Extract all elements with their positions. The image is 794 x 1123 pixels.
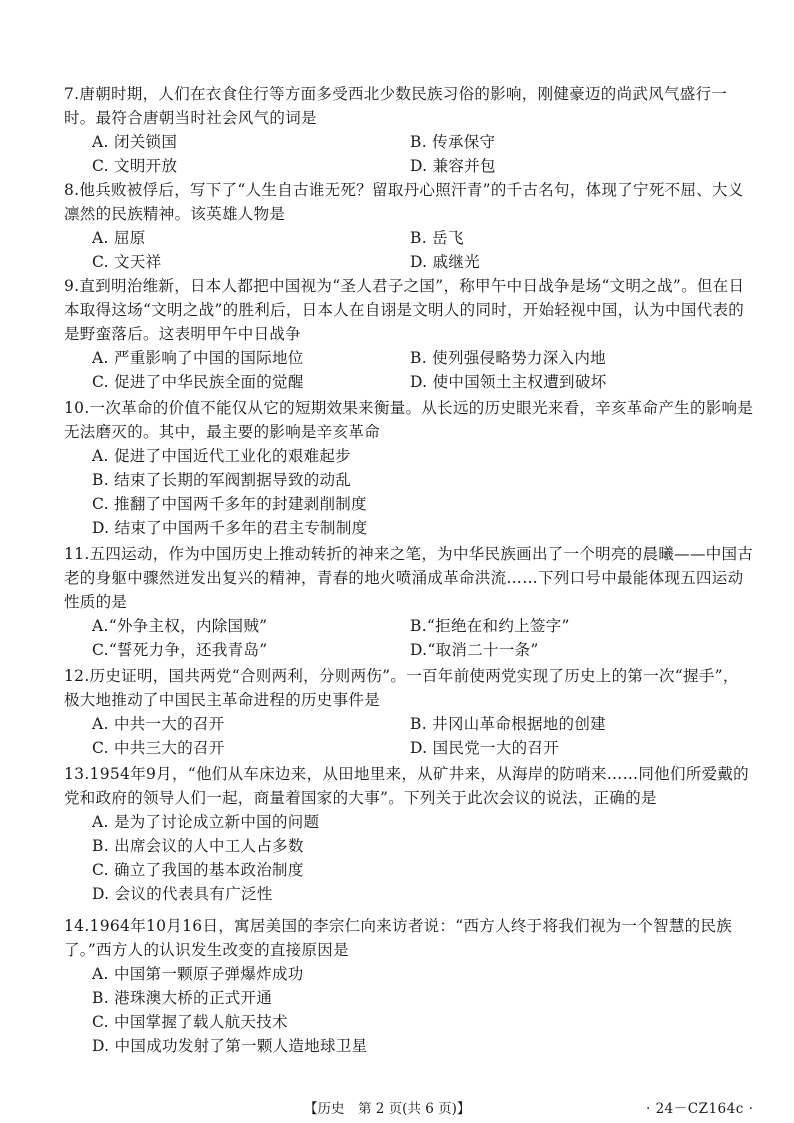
option-a: A. 中共一大的召开	[92, 715, 225, 733]
option-c: C.“誓死力争，还我青岛”	[92, 641, 268, 659]
question-stem: 7.唐朝时期，人们在衣食住行等方面多受西北少数民族习俗的影响，刚健豪迈的尚武风气盛行一时。最符合唐朝当时社会风气的词是	[64, 85, 728, 127]
question-12	[64, 664, 754, 760]
option-b: B. 出席会议的人中工人占多数	[92, 837, 304, 855]
option-a: A. 屈原	[92, 229, 146, 247]
question-stem: 13.1954年9月，“他们从车床边来，从田地里来，从矿井来，从海岸的防哨来……同他们所爱戴的党和政府的领导人们一起，商量着国家的大事”。下列关于此次会议的说法，正确的是	[64, 765, 749, 807]
options	[92, 444, 754, 540]
options	[92, 346, 754, 394]
option-d: D. 国民党一大的召开	[410, 739, 560, 757]
options	[92, 614, 754, 662]
question-stem: 12.历史证明，国共两党“合则两利，分则两伤”。一百年前使两党实现了历史上的第一次“握手”，极大地推动了中国民主革命进程的历史事件是	[64, 667, 739, 709]
options	[92, 810, 754, 906]
option-d: D. 结束了中国两千多年的君主专制制度	[92, 519, 368, 537]
option-d: D. 兼容并包	[410, 157, 496, 175]
option-c: C. 中共三大的召开	[92, 739, 225, 757]
exam-code: · 24－CZ164c ·	[646, 1101, 754, 1117]
question-14	[64, 914, 754, 1058]
option-c: C. 中国掌握了载人航天技术	[92, 1013, 288, 1031]
question-stem: 9.直到明治维新，日本人都把中国视为“圣人君子之国”，称甲午中日战争是场“文明之战”。但在日本取得这场“文明之战”的胜利后，日本人在自诩是文明人的同时，开始轻视中国，认为中国代表的是野蛮落后。这表明甲午中日战争	[64, 277, 745, 343]
question-11	[64, 542, 754, 662]
option-a: A. 闭关锁国	[92, 133, 178, 151]
question-8	[64, 178, 754, 274]
question-stem: 8.他兵败被俘后，写下了“人生自古谁无死？留取丹心照汗青”的千古名句，体现了宁死不屈、大义凛然的民族精神。该英雄人物是	[64, 181, 744, 223]
option-c: C. 推翻了中国两千多年的封建剥削制度	[92, 495, 367, 513]
question-7	[64, 82, 754, 178]
question-13	[64, 762, 754, 906]
option-d: D.“取消二十一条”	[410, 641, 539, 659]
option-b: B.“拒绝在和约上签字”	[410, 617, 570, 635]
option-d: D. 中国成功发射了第一颗人造地球卫星	[92, 1037, 368, 1055]
option-c: C. 促进了中华民族全面的觉醒	[92, 373, 304, 391]
option-c: C. 确立了我国的基本政治制度	[92, 861, 304, 879]
option-b: B. 传承保守	[410, 133, 496, 151]
option-b: B. 岳飞	[410, 229, 464, 247]
question-10	[64, 396, 754, 540]
option-a: A. 严重影响了中国的国际地位	[92, 349, 304, 367]
option-c: C. 文明开放	[92, 157, 178, 175]
page-number-label: 【历史 第 2 页(共 6 页)】	[304, 1101, 471, 1117]
question-stem: 11.五四运动，作为中国历史上推动转折的神来之笔，为中华民族画出了一个明亮的晨曦——中国古老的身躯中骤然迸发出复兴的精神，青春的地火喷涌成革命洪流……下列口号中最能体现五四运动性质的是	[64, 545, 754, 611]
option-c: C. 文天祥	[92, 253, 162, 271]
option-b: B. 使列强侵略势力深入内地	[410, 349, 606, 367]
question-9	[64, 274, 754, 394]
option-d: D. 使中国领土主权遭到破坏	[410, 373, 607, 391]
option-b: B. 结束了长期的军阀割据导致的动乱	[92, 471, 352, 489]
options	[92, 712, 754, 760]
question-stem: 14.1964年10月16日，寓居美国的李宗仁向来访者说：“西方人终于将我们视为一个智慧的民族了。”西方人的认识发生改变的直接原因是	[64, 917, 733, 959]
option-a: A. 中国第一颗原子弹爆炸成功	[92, 965, 304, 983]
option-a: A. 是为了讨论成立新中国的问题	[92, 813, 320, 831]
option-a: A. 促进了中国近代工业化的艰难起步	[92, 447, 351, 465]
options	[92, 130, 754, 178]
option-d: D. 戚继光	[410, 253, 481, 271]
option-b: B. 港珠澳大桥的正式开通	[92, 989, 273, 1007]
options	[92, 962, 754, 1058]
option-a: A.“外争主权，内除国贼”	[92, 617, 268, 635]
option-b: B. 井冈山革命根据地的创建	[410, 715, 606, 733]
option-d: D. 会议的代表具有广泛性	[92, 885, 273, 903]
options	[92, 226, 754, 274]
question-stem: 10.一次革命的价值不能仅从它的短期效果来衡量。从长远的历史眼光来看，辛亥革命产生的影响是无法磨灭的。其中，最主要的影响是辛亥革命	[64, 399, 754, 441]
